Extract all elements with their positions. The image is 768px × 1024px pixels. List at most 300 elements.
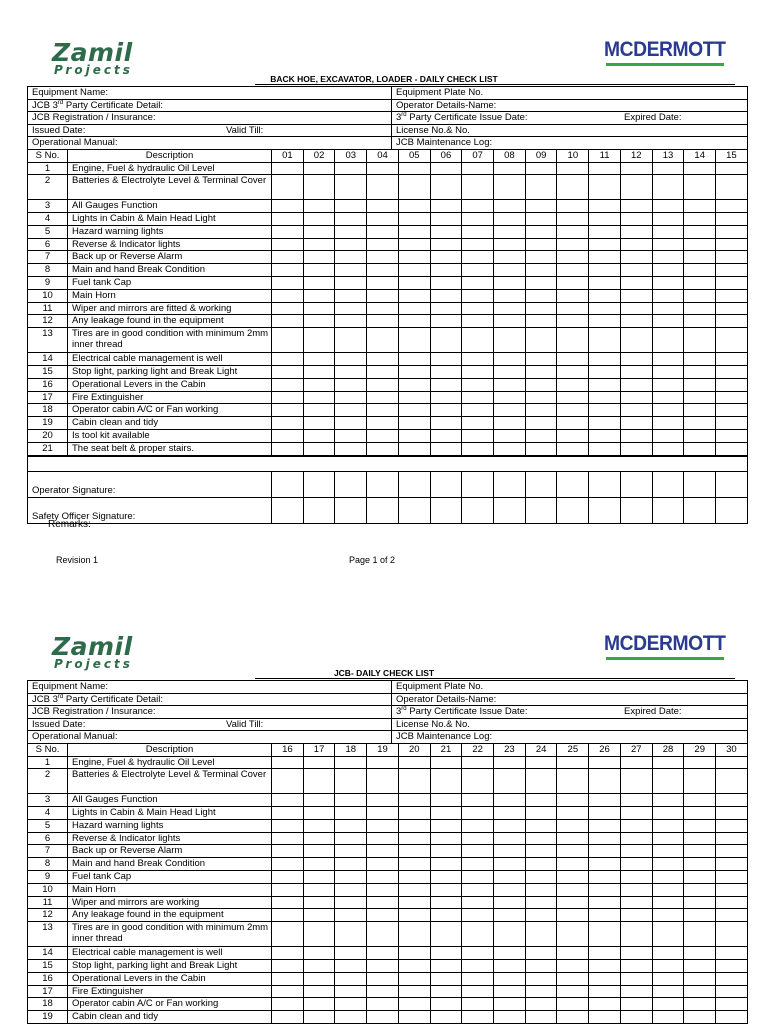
check-cell[interactable] (494, 883, 526, 896)
check-cell[interactable] (589, 175, 621, 200)
check-cell[interactable] (557, 756, 589, 769)
check-cell[interactable] (272, 972, 304, 985)
check-cell[interactable] (589, 264, 621, 277)
check-cell[interactable] (398, 315, 430, 328)
check-cell[interactable] (462, 277, 494, 290)
check-cell[interactable] (652, 947, 684, 960)
check-cell[interactable] (462, 1011, 494, 1024)
check-cell[interactable] (430, 162, 462, 175)
check-cell[interactable] (589, 353, 621, 366)
check-cell[interactable] (620, 315, 652, 328)
check-cell[interactable] (462, 998, 494, 1011)
check-cell[interactable] (652, 909, 684, 922)
check-cell[interactable] (303, 858, 335, 871)
signature-cell[interactable] (652, 498, 684, 524)
check-cell[interactable] (335, 960, 367, 973)
signature-cell[interactable] (620, 498, 652, 524)
check-cell[interactable] (652, 756, 684, 769)
check-cell[interactable] (335, 264, 367, 277)
check-cell[interactable] (716, 378, 748, 391)
check-cell[interactable] (652, 1011, 684, 1024)
check-cell[interactable] (525, 998, 557, 1011)
check-cell[interactable] (494, 251, 526, 264)
check-cell[interactable] (430, 353, 462, 366)
check-cell[interactable] (272, 225, 304, 238)
check-cell[interactable] (398, 251, 430, 264)
check-cell[interactable] (494, 353, 526, 366)
check-cell[interactable] (335, 302, 367, 315)
check-cell[interactable] (620, 909, 652, 922)
check-cell[interactable] (716, 264, 748, 277)
check-cell[interactable] (589, 871, 621, 884)
check-cell[interactable] (620, 417, 652, 430)
check-cell[interactable] (367, 832, 399, 845)
check-cell[interactable] (589, 756, 621, 769)
check-cell[interactable] (589, 922, 621, 947)
check-cell[interactable] (367, 328, 399, 353)
check-cell[interactable] (494, 277, 526, 290)
check-cell[interactable] (430, 1011, 462, 1024)
check-cell[interactable] (462, 213, 494, 226)
check-cell[interactable] (303, 947, 335, 960)
check-cell[interactable] (525, 896, 557, 909)
signature-cell[interactable] (272, 472, 304, 498)
check-cell[interactable] (494, 162, 526, 175)
check-cell[interactable] (303, 213, 335, 226)
check-cell[interactable] (430, 430, 462, 443)
check-cell[interactable] (398, 909, 430, 922)
check-cell[interactable] (398, 162, 430, 175)
check-cell[interactable] (525, 430, 557, 443)
check-cell[interactable] (494, 960, 526, 973)
check-cell[interactable] (684, 353, 716, 366)
check-cell[interactable] (652, 302, 684, 315)
check-cell[interactable] (525, 417, 557, 430)
check-cell[interactable] (557, 1011, 589, 1024)
check-cell[interactable] (525, 289, 557, 302)
check-cell[interactable] (684, 225, 716, 238)
check-cell[interactable] (367, 277, 399, 290)
check-cell[interactable] (430, 366, 462, 379)
check-cell[interactable] (525, 807, 557, 820)
check-cell[interactable] (557, 883, 589, 896)
check-cell[interactable] (303, 883, 335, 896)
check-cell[interactable] (462, 972, 494, 985)
check-cell[interactable] (303, 909, 335, 922)
check-cell[interactable] (684, 366, 716, 379)
check-cell[interactable] (367, 378, 399, 391)
check-cell[interactable] (525, 264, 557, 277)
check-cell[interactable] (716, 328, 748, 353)
check-cell[interactable] (557, 200, 589, 213)
signature-cell[interactable] (335, 472, 367, 498)
check-cell[interactable] (589, 819, 621, 832)
check-cell[interactable] (525, 200, 557, 213)
check-cell[interactable] (652, 277, 684, 290)
check-cell[interactable] (430, 769, 462, 794)
check-cell[interactable] (684, 162, 716, 175)
check-cell[interactable] (303, 391, 335, 404)
check-cell[interactable] (684, 391, 716, 404)
check-cell[interactable] (716, 417, 748, 430)
check-cell[interactable] (557, 162, 589, 175)
check-cell[interactable] (620, 972, 652, 985)
check-cell[interactable] (272, 832, 304, 845)
check-cell[interactable] (272, 845, 304, 858)
check-cell[interactable] (367, 756, 399, 769)
check-cell[interactable] (589, 442, 621, 455)
check-cell[interactable] (272, 819, 304, 832)
check-cell[interactable] (557, 225, 589, 238)
check-cell[interactable] (462, 366, 494, 379)
signature-cell[interactable] (462, 472, 494, 498)
check-cell[interactable] (462, 264, 494, 277)
check-cell[interactable] (272, 909, 304, 922)
check-cell[interactable] (462, 442, 494, 455)
check-cell[interactable] (335, 200, 367, 213)
check-cell[interactable] (525, 947, 557, 960)
check-cell[interactable] (620, 162, 652, 175)
check-cell[interactable] (494, 807, 526, 820)
check-cell[interactable] (462, 200, 494, 213)
signature-cell[interactable] (303, 472, 335, 498)
check-cell[interactable] (620, 807, 652, 820)
check-cell[interactable] (589, 769, 621, 794)
check-cell[interactable] (398, 998, 430, 1011)
check-cell[interactable] (652, 972, 684, 985)
check-cell[interactable] (462, 417, 494, 430)
check-cell[interactable] (557, 947, 589, 960)
check-cell[interactable] (684, 442, 716, 455)
check-cell[interactable] (557, 442, 589, 455)
signature-cell[interactable] (652, 472, 684, 498)
check-cell[interactable] (494, 858, 526, 871)
check-cell[interactable] (398, 896, 430, 909)
check-cell[interactable] (303, 302, 335, 315)
check-cell[interactable] (620, 353, 652, 366)
check-cell[interactable] (525, 213, 557, 226)
check-cell[interactable] (335, 238, 367, 251)
check-cell[interactable] (494, 972, 526, 985)
check-cell[interactable] (716, 404, 748, 417)
check-cell[interactable] (272, 794, 304, 807)
check-cell[interactable] (272, 251, 304, 264)
check-cell[interactable] (303, 1011, 335, 1024)
check-cell[interactable] (620, 998, 652, 1011)
check-cell[interactable] (494, 1011, 526, 1024)
check-cell[interactable] (620, 289, 652, 302)
check-cell[interactable] (589, 302, 621, 315)
check-cell[interactable] (303, 289, 335, 302)
check-cell[interactable] (557, 366, 589, 379)
check-cell[interactable] (367, 315, 399, 328)
check-cell[interactable] (430, 378, 462, 391)
check-cell[interactable] (430, 264, 462, 277)
check-cell[interactable] (272, 417, 304, 430)
check-cell[interactable] (525, 277, 557, 290)
check-cell[interactable] (684, 972, 716, 985)
check-cell[interactable] (589, 162, 621, 175)
check-cell[interactable] (367, 896, 399, 909)
check-cell[interactable] (716, 225, 748, 238)
check-cell[interactable] (557, 404, 589, 417)
check-cell[interactable] (367, 251, 399, 264)
check-cell[interactable] (367, 225, 399, 238)
check-cell[interactable] (430, 391, 462, 404)
check-cell[interactable] (525, 353, 557, 366)
signature-cell[interactable] (684, 472, 716, 498)
check-cell[interactable] (462, 858, 494, 871)
check-cell[interactable] (589, 430, 621, 443)
check-cell[interactable] (303, 417, 335, 430)
check-cell[interactable] (620, 845, 652, 858)
check-cell[interactable] (652, 430, 684, 443)
check-cell[interactable] (652, 807, 684, 820)
check-cell[interactable] (589, 213, 621, 226)
check-cell[interactable] (462, 175, 494, 200)
check-cell[interactable] (652, 175, 684, 200)
signature-cell[interactable] (620, 472, 652, 498)
signature-cell[interactable] (557, 472, 589, 498)
check-cell[interactable] (557, 302, 589, 315)
check-cell[interactable] (272, 391, 304, 404)
check-cell[interactable] (398, 442, 430, 455)
check-cell[interactable] (367, 769, 399, 794)
check-cell[interactable] (620, 213, 652, 226)
check-cell[interactable] (652, 871, 684, 884)
check-cell[interactable] (652, 442, 684, 455)
check-cell[interactable] (716, 200, 748, 213)
check-cell[interactable] (684, 175, 716, 200)
check-cell[interactable] (620, 769, 652, 794)
check-cell[interactable] (430, 871, 462, 884)
check-cell[interactable] (335, 998, 367, 1011)
check-cell[interactable] (272, 922, 304, 947)
check-cell[interactable] (652, 200, 684, 213)
check-cell[interactable] (557, 819, 589, 832)
check-cell[interactable] (367, 213, 399, 226)
check-cell[interactable] (652, 238, 684, 251)
check-cell[interactable] (272, 200, 304, 213)
check-cell[interactable] (462, 769, 494, 794)
check-cell[interactable] (525, 251, 557, 264)
check-cell[interactable] (462, 807, 494, 820)
check-cell[interactable] (716, 807, 748, 820)
check-cell[interactable] (367, 871, 399, 884)
check-cell[interactable] (367, 858, 399, 871)
check-cell[interactable] (684, 756, 716, 769)
check-cell[interactable] (494, 175, 526, 200)
check-cell[interactable] (494, 315, 526, 328)
check-cell[interactable] (620, 1011, 652, 1024)
check-cell[interactable] (494, 845, 526, 858)
check-cell[interactable] (272, 883, 304, 896)
check-cell[interactable] (494, 756, 526, 769)
check-cell[interactable] (494, 391, 526, 404)
check-cell[interactable] (398, 947, 430, 960)
check-cell[interactable] (430, 315, 462, 328)
check-cell[interactable] (557, 769, 589, 794)
check-cell[interactable] (494, 819, 526, 832)
check-cell[interactable] (335, 366, 367, 379)
check-cell[interactable] (335, 378, 367, 391)
check-cell[interactable] (525, 238, 557, 251)
check-cell[interactable] (398, 289, 430, 302)
check-cell[interactable] (620, 985, 652, 998)
check-cell[interactable] (430, 251, 462, 264)
check-cell[interactable] (652, 998, 684, 1011)
check-cell[interactable] (716, 998, 748, 1011)
check-cell[interactable] (430, 909, 462, 922)
check-cell[interactable] (367, 819, 399, 832)
signature-cell[interactable] (494, 498, 526, 524)
check-cell[interactable] (272, 1011, 304, 1024)
check-cell[interactable] (716, 175, 748, 200)
check-cell[interactable] (335, 819, 367, 832)
check-cell[interactable] (620, 819, 652, 832)
check-cell[interactable] (525, 794, 557, 807)
check-cell[interactable] (398, 985, 430, 998)
check-cell[interactable] (525, 315, 557, 328)
check-cell[interactable] (462, 391, 494, 404)
check-cell[interactable] (589, 832, 621, 845)
check-cell[interactable] (589, 794, 621, 807)
check-cell[interactable] (430, 277, 462, 290)
check-cell[interactable] (684, 871, 716, 884)
check-cell[interactable] (335, 985, 367, 998)
check-cell[interactable] (462, 947, 494, 960)
check-cell[interactable] (589, 238, 621, 251)
check-cell[interactable] (462, 832, 494, 845)
check-cell[interactable] (684, 832, 716, 845)
check-cell[interactable] (494, 238, 526, 251)
check-cell[interactable] (398, 845, 430, 858)
check-cell[interactable] (303, 225, 335, 238)
check-cell[interactable] (272, 430, 304, 443)
check-cell[interactable] (684, 251, 716, 264)
check-cell[interactable] (620, 896, 652, 909)
signature-cell[interactable] (716, 472, 748, 498)
check-cell[interactable] (462, 404, 494, 417)
check-cell[interactable] (716, 756, 748, 769)
check-cell[interactable] (398, 200, 430, 213)
check-cell[interactable] (620, 430, 652, 443)
check-cell[interactable] (335, 972, 367, 985)
check-cell[interactable] (272, 315, 304, 328)
check-cell[interactable] (557, 909, 589, 922)
check-cell[interactable] (303, 162, 335, 175)
check-cell[interactable] (620, 756, 652, 769)
check-cell[interactable] (303, 972, 335, 985)
check-cell[interactable] (398, 960, 430, 973)
check-cell[interactable] (462, 315, 494, 328)
check-cell[interactable] (494, 213, 526, 226)
check-cell[interactable] (335, 225, 367, 238)
check-cell[interactable] (367, 909, 399, 922)
check-cell[interactable] (335, 807, 367, 820)
check-cell[interactable] (335, 175, 367, 200)
check-cell[interactable] (272, 998, 304, 1011)
check-cell[interactable] (684, 1011, 716, 1024)
check-cell[interactable] (398, 225, 430, 238)
check-cell[interactable] (272, 264, 304, 277)
check-cell[interactable] (652, 162, 684, 175)
check-cell[interactable] (335, 922, 367, 947)
check-cell[interactable] (494, 302, 526, 315)
check-cell[interactable] (620, 225, 652, 238)
check-cell[interactable] (494, 289, 526, 302)
check-cell[interactable] (398, 264, 430, 277)
check-cell[interactable] (620, 858, 652, 871)
check-cell[interactable] (430, 175, 462, 200)
check-cell[interactable] (303, 328, 335, 353)
check-cell[interactable] (525, 391, 557, 404)
check-cell[interactable] (620, 832, 652, 845)
check-cell[interactable] (303, 238, 335, 251)
check-cell[interactable] (684, 378, 716, 391)
check-cell[interactable] (620, 378, 652, 391)
check-cell[interactable] (462, 909, 494, 922)
check-cell[interactable] (557, 277, 589, 290)
check-cell[interactable] (557, 251, 589, 264)
check-cell[interactable] (525, 832, 557, 845)
check-cell[interactable] (462, 353, 494, 366)
check-cell[interactable] (303, 871, 335, 884)
check-cell[interactable] (652, 213, 684, 226)
check-cell[interactable] (525, 225, 557, 238)
signature-cell[interactable] (462, 498, 494, 524)
check-cell[interactable] (589, 883, 621, 896)
check-cell[interactable] (303, 985, 335, 998)
check-cell[interactable] (398, 769, 430, 794)
check-cell[interactable] (716, 442, 748, 455)
check-cell[interactable] (716, 251, 748, 264)
check-cell[interactable] (494, 264, 526, 277)
signature-cell[interactable] (494, 472, 526, 498)
check-cell[interactable] (335, 417, 367, 430)
check-cell[interactable] (398, 391, 430, 404)
check-cell[interactable] (716, 353, 748, 366)
check-cell[interactable] (684, 947, 716, 960)
check-cell[interactable] (684, 909, 716, 922)
check-cell[interactable] (303, 794, 335, 807)
check-cell[interactable] (620, 238, 652, 251)
check-cell[interactable] (494, 378, 526, 391)
check-cell[interactable] (716, 858, 748, 871)
check-cell[interactable] (525, 1011, 557, 1024)
check-cell[interactable] (272, 960, 304, 973)
check-cell[interactable] (272, 947, 304, 960)
check-cell[interactable] (525, 845, 557, 858)
check-cell[interactable] (589, 289, 621, 302)
check-cell[interactable] (272, 238, 304, 251)
check-cell[interactable] (430, 819, 462, 832)
check-cell[interactable] (620, 264, 652, 277)
signature-cell[interactable] (272, 498, 304, 524)
check-cell[interactable] (430, 328, 462, 353)
check-cell[interactable] (272, 213, 304, 226)
check-cell[interactable] (684, 328, 716, 353)
check-cell[interactable] (684, 277, 716, 290)
check-cell[interactable] (716, 922, 748, 947)
check-cell[interactable] (430, 998, 462, 1011)
check-cell[interactable] (716, 769, 748, 794)
check-cell[interactable] (652, 832, 684, 845)
check-cell[interactable] (652, 353, 684, 366)
check-cell[interactable] (367, 985, 399, 998)
check-cell[interactable] (303, 277, 335, 290)
check-cell[interactable] (462, 794, 494, 807)
